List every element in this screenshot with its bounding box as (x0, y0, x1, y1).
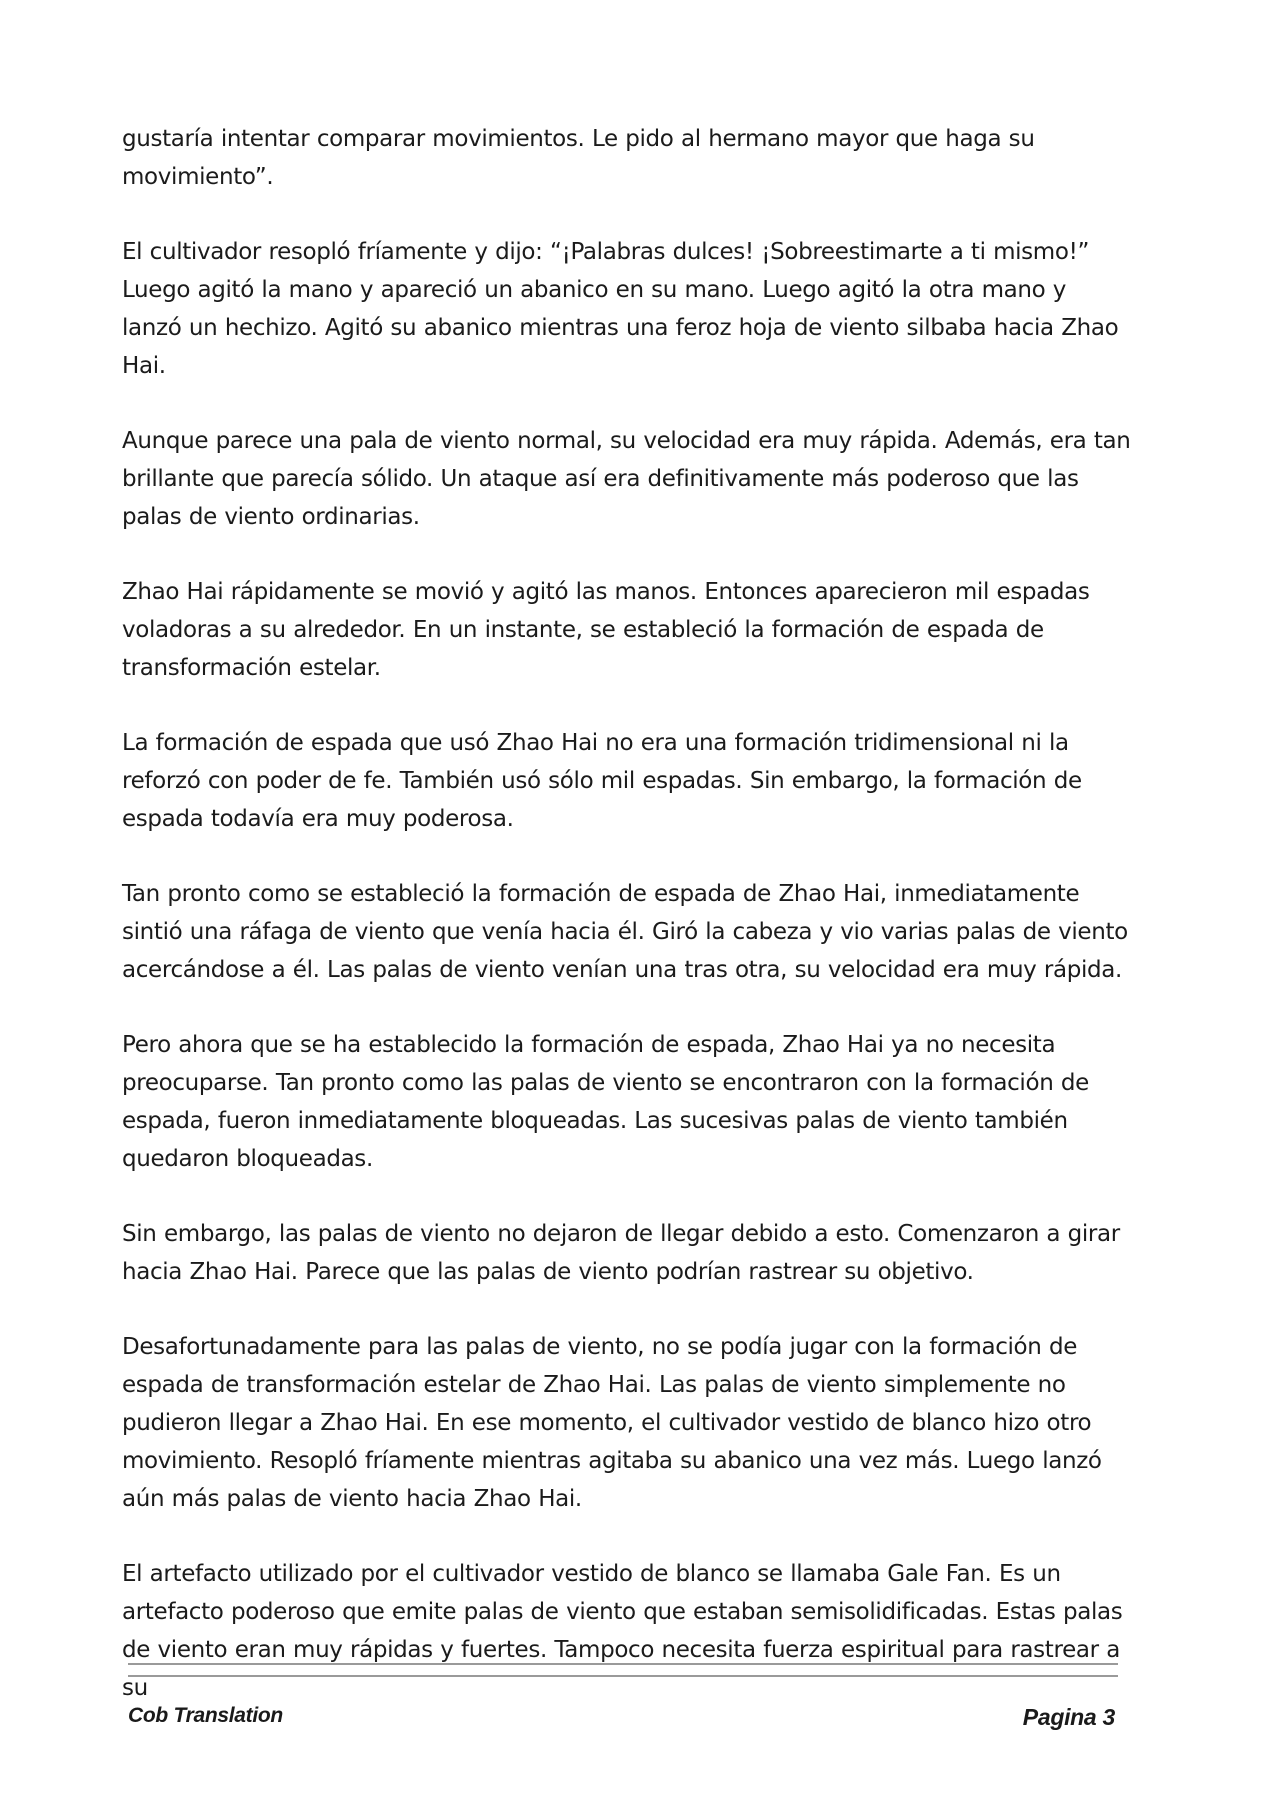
paragraph: Desafortunadamente para las palas de viento, no se podía jugar con la formación de espada de transformación estelar de Zhao Hai. Las palas de viento simplemente no pudieron llegar a Zhao Hai. En ese momento, el cultivador vestido de blanco hizo otro movimiento. Resopló fríamente mientras agitaba su abanico una vez más. Luego lanzó aún más palas de viento hacia Zhao Hai. (122, 1334, 1102, 1512)
footer-divider-bottom (128, 1675, 1118, 1677)
footer-page-number: Pagina 3 (1022, 1704, 1115, 1730)
paragraph: Tan pronto como se estableció la formación de espada de Zhao Hai, inmediatamente sintió una ráfaga de viento que venía hacia él. Giró la cabeza y vio varias palas de viento acercándose a él. Las palas de viento venían una tras otra, su velocidad era muy rápida. (122, 881, 1128, 983)
paragraph: El artefacto utilizado por el cultivador vestido de blanco se llamaba Gale Fan. Es un artefacto poderoso que emite palas de viento que estaban semisolidificadas. Estas palas de viento eran muy rápidas y fuertes. Tampoco necesita fuerza espiritual para rastrear a su (122, 1561, 1123, 1701)
paragraph: El cultivador resopló fríamente y dijo: “¡Palabras dulces! ¡Sobreestimarte a ti mismo!” Luego agitó la mano y apareció un abanico en su mano. Luego agitó la otra mano y lanzó un hechizo. Agitó su abanico mientras una feroz hoja de viento silbaba hacia Zhao Hai. (122, 239, 1119, 379)
paragraph: La formación de espada que usó Zhao Hai no era una formación tridimensional ni la reforzó con poder de fe. También usó sólo mil espadas. Sin embargo, la formación de espada todavía era muy poderosa. (122, 730, 1082, 832)
paragraph: gustaría intentar comparar movimientos. Le pido al hermano mayor que haga su movimiento”. (122, 126, 1035, 190)
paragraph: Zhao Hai rápidamente se movió y agitó las manos. Entonces aparecieron mil espadas voladoras a su alrededor. En un instante, se estableció la formación de espada de transformación estelar. (122, 579, 1090, 681)
paragraph: Aunque parece una pala de viento normal, su velocidad era muy rápida. Además, era tan brillante que parecía sólido. Un ataque así era definitivamente más poderoso que las palas de viento ordinarias. (122, 428, 1131, 530)
paragraph: Pero ahora que se ha establecido la formación de espada, Zhao Hai ya no necesita preocuparse. Tan pronto como las palas de viento se encontraron con la formación de espada, fueron inmediatamente bloqueadas. Las sucesivas palas de viento también quedaron bloqueadas. (122, 1032, 1089, 1172)
footer-translator-credit: Cob Translation (128, 1704, 283, 1727)
paragraph: Sin embargo, las palas de viento no dejaron de llegar debido a esto. Comenzaron a girar hacia Zhao Hai. Parece que las palas de viento podrían rastrear su objetivo. (122, 1221, 1120, 1285)
footer-divider-top (128, 1663, 1118, 1665)
document-body (122, 120, 1132, 1744)
